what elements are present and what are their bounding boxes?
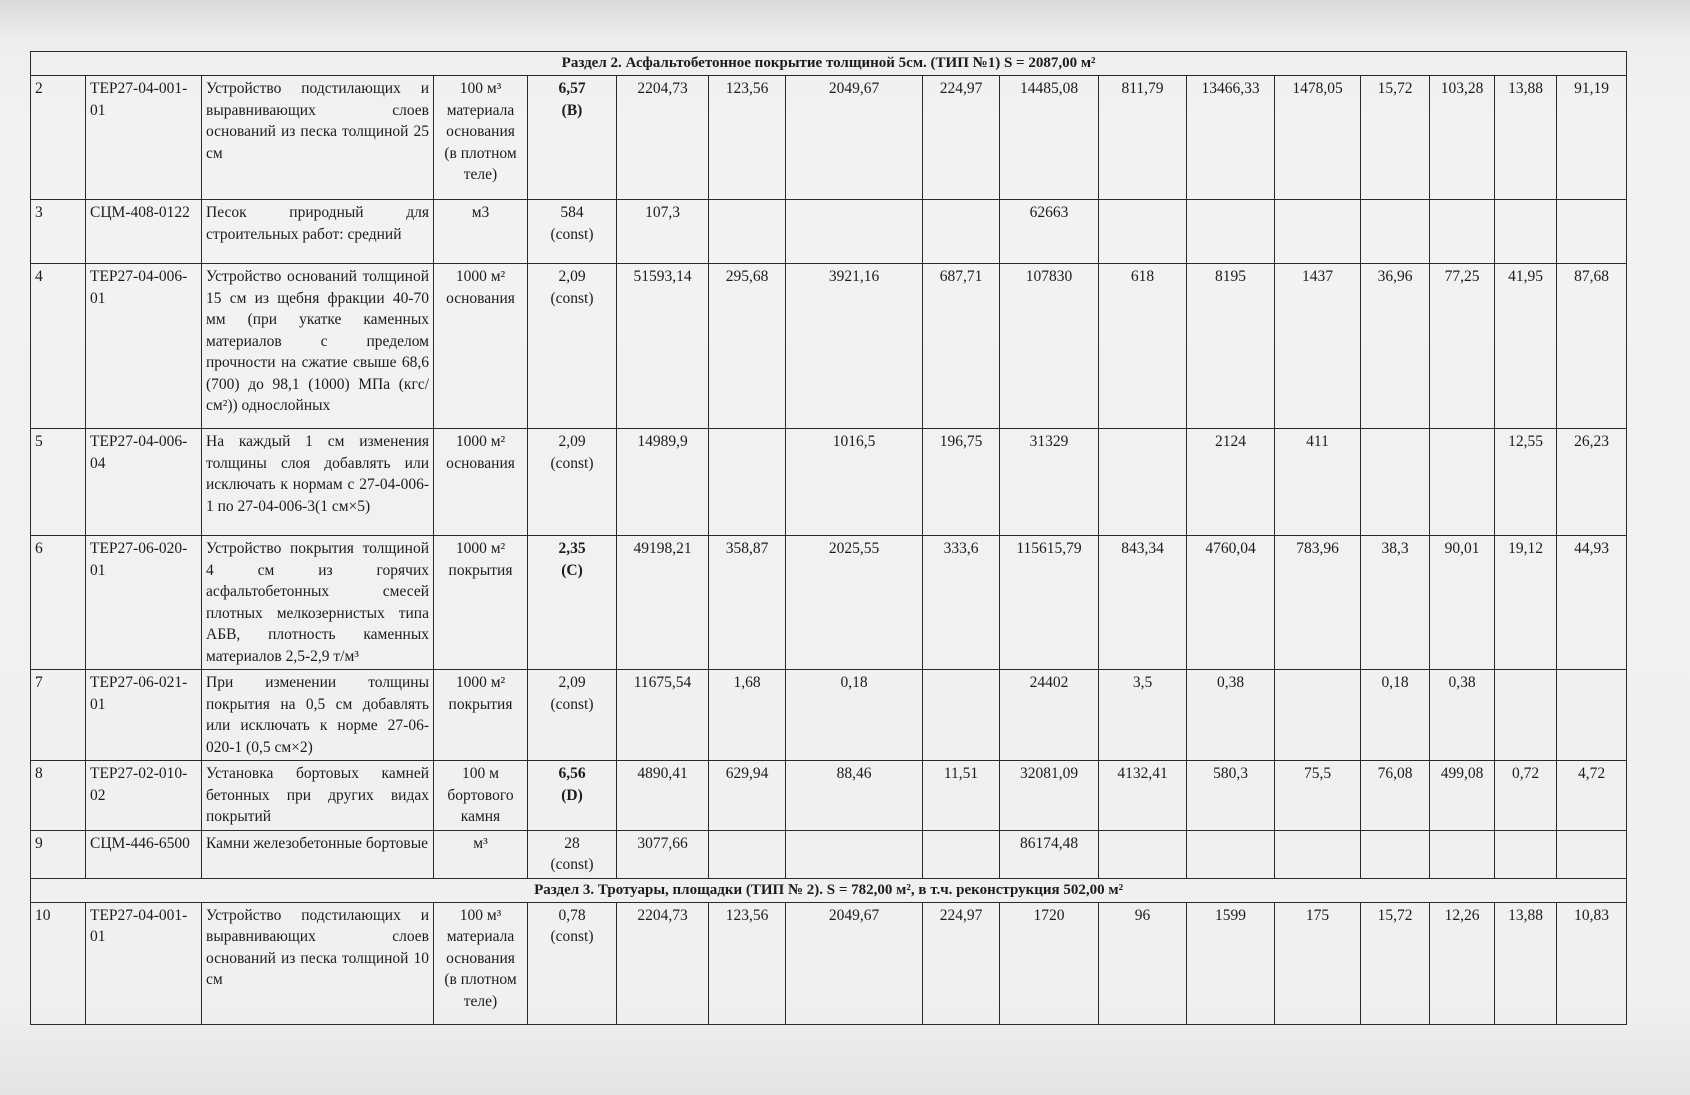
value-cell: 2204,73	[617, 902, 709, 1024]
value-cell	[923, 830, 1000, 878]
value-cell: 41,95	[1495, 264, 1557, 429]
value-cell: 123,56	[709, 902, 786, 1024]
rate-code: ТЕР27-06-020-01	[86, 536, 202, 670]
value-cell: 1599	[1187, 902, 1275, 1024]
rate-code: ТЕР27-04-001-01	[86, 902, 202, 1024]
value-cell	[923, 670, 1000, 761]
work-description: Устройство оснований толщиной 15 см из щебня фракции 40-70 мм (при укатке каменных материалов с пределом прочности на сжатие свыше 68,6 (700) до 98,1 (1000) МПа (кгс/см²)) однослойных	[202, 264, 434, 429]
quantity-value: 2,35	[558, 540, 586, 557]
value-cell: 44,93	[1557, 536, 1627, 670]
rate-code: ТЕР27-06-021-01	[86, 670, 202, 761]
value-cell: 76,08	[1361, 761, 1430, 831]
value-cell: 224,97	[923, 902, 1000, 1024]
value-cell	[709, 200, 786, 264]
section-title: Раздел 2. Асфальтобетонное покрытие толщиной 5см. (ТИП №1) S = 2087,00 м²	[31, 52, 1627, 76]
quantity-cell	[528, 429, 617, 536]
value-cell: 86174,48	[1000, 830, 1099, 878]
rate-code: ТЕР27-04-006-04	[86, 429, 202, 536]
value-cell: 107830	[1000, 264, 1099, 429]
quantity-note: (const)	[550, 454, 594, 472]
quantity-value: 6,57	[558, 80, 586, 97]
value-cell	[1275, 830, 1361, 878]
value-cell: 2049,67	[786, 76, 923, 200]
table-row	[31, 429, 1627, 536]
value-cell: 4132,41	[1099, 761, 1187, 831]
value-cell: 1720	[1000, 902, 1099, 1024]
value-cell: 32081,09	[1000, 761, 1099, 831]
value-cell: 24402	[1000, 670, 1099, 761]
value-cell	[1275, 670, 1361, 761]
value-cell	[1187, 200, 1275, 264]
work-description: Устройство покрытия толщиной 4 см из горячих асфальтобетонных смесей плотных мелкозернистых типа АБВ, плотность каменных материалов 2,5-2,9 т/м³	[202, 536, 434, 670]
quantity-value: 2,09	[558, 674, 586, 691]
value-cell: 4,72	[1557, 761, 1627, 831]
value-cell: 19,12	[1495, 536, 1557, 670]
value-cell: 103,28	[1430, 76, 1495, 200]
value-cell: 10,83	[1557, 902, 1627, 1024]
value-cell: 38,3	[1361, 536, 1430, 670]
value-cell	[709, 429, 786, 536]
value-cell: 2204,73	[617, 76, 709, 200]
quantity-note: (const)	[550, 695, 594, 713]
value-cell: 31329	[1000, 429, 1099, 536]
quantity-cell	[528, 200, 617, 264]
value-cell: 36,96	[1361, 264, 1430, 429]
value-cell	[1495, 200, 1557, 264]
table-row	[31, 536, 1627, 670]
value-cell	[1430, 429, 1495, 536]
value-cell: 123,56	[709, 76, 786, 200]
value-cell: 11,51	[923, 761, 1000, 831]
value-cell: 1478,05	[1275, 76, 1361, 200]
quantity-cell	[528, 264, 617, 429]
value-cell: 15,72	[1361, 76, 1430, 200]
value-cell	[1361, 830, 1430, 878]
value-cell: 1016,5	[786, 429, 923, 536]
quantity-cell	[528, 902, 617, 1024]
quantity-note: (const)	[550, 856, 594, 873]
quantity-note: (const)	[550, 289, 594, 307]
value-cell	[1099, 200, 1187, 264]
work-description: Камни железобетонные бортовые	[202, 830, 434, 878]
value-cell	[1361, 429, 1430, 536]
value-cell	[1557, 670, 1627, 761]
value-cell: 687,71	[923, 264, 1000, 429]
row-number: 6	[31, 536, 86, 670]
quantity-note: (B)	[561, 101, 583, 119]
quantity-cell	[528, 536, 617, 670]
rate-code: ТЕР27-02-010-02	[86, 761, 202, 831]
value-cell	[1557, 830, 1627, 878]
unit-of-measure: м³	[434, 830, 528, 878]
value-cell: 91,19	[1557, 76, 1627, 200]
row-number: 9	[31, 830, 86, 878]
quantity-value: 2,09	[558, 433, 586, 450]
table-row	[31, 670, 1627, 761]
quantity-value: 584	[560, 204, 584, 221]
value-cell: 107,3	[617, 200, 709, 264]
value-cell: 843,34	[1099, 536, 1187, 670]
value-cell	[786, 200, 923, 264]
quantity-cell	[528, 670, 617, 761]
value-cell: 783,96	[1275, 536, 1361, 670]
unit-of-measure: м3	[434, 200, 528, 264]
value-cell: 1,68	[709, 670, 786, 761]
unit-of-measure: 100 м³ материала основания (в плотном теле)	[434, 76, 528, 200]
quantity-note: (C)	[561, 561, 583, 579]
unit-of-measure: 100 м бортового камня	[434, 761, 528, 831]
value-cell: 196,75	[923, 429, 1000, 536]
value-cell: 12,55	[1495, 429, 1557, 536]
table-row	[31, 830, 1627, 878]
quantity-value: 6,56	[558, 765, 586, 782]
value-cell: 51593,14	[617, 264, 709, 429]
value-cell: 0,72	[1495, 761, 1557, 831]
value-cell: 175	[1275, 902, 1361, 1024]
value-cell: 12,26	[1430, 902, 1495, 1024]
value-cell: 358,87	[709, 536, 786, 670]
unit-of-measure: 1000 м² основания	[434, 429, 528, 536]
work-description: На каждый 1 см изменения толщины слоя добавлять или исключать к нормам с 27-04-006-1 по 27-04-006-3(1 см×5)	[202, 429, 434, 536]
value-cell	[1187, 830, 1275, 878]
quantity-cell	[528, 761, 617, 831]
value-cell	[1495, 670, 1557, 761]
work-description: Песок природный для строительных работ: средний	[202, 200, 434, 264]
value-cell: 0,38	[1430, 670, 1495, 761]
value-cell: 49198,21	[617, 536, 709, 670]
value-cell: 0,18	[786, 670, 923, 761]
value-cell: 14989,9	[617, 429, 709, 536]
row-number: 8	[31, 761, 86, 831]
value-cell: 0,38	[1187, 670, 1275, 761]
section-header-row	[31, 878, 1627, 902]
value-cell: 13466,33	[1187, 76, 1275, 200]
value-cell: 3921,16	[786, 264, 923, 429]
value-cell: 295,68	[709, 264, 786, 429]
table-row	[31, 761, 1627, 831]
row-number: 4	[31, 264, 86, 429]
value-cell: 77,25	[1430, 264, 1495, 429]
value-cell: 62663	[1000, 200, 1099, 264]
row-number: 7	[31, 670, 86, 761]
value-cell	[709, 830, 786, 878]
value-cell: 2124	[1187, 429, 1275, 536]
value-cell: 14485,08	[1000, 76, 1099, 200]
quantity-note: (D)	[561, 786, 583, 804]
value-cell: 224,97	[923, 76, 1000, 200]
value-cell: 3,5	[1099, 670, 1187, 761]
work-description: При изменении толщины покрытия на 0,5 см добавлять или исключать к норме 27-06-020-1 (0,5 см×2)	[202, 670, 434, 761]
unit-of-measure: 100 м³ материала основания (в плотном теле)	[434, 902, 528, 1024]
value-cell: 618	[1099, 264, 1187, 429]
value-cell: 13,88	[1495, 76, 1557, 200]
value-cell: 88,46	[786, 761, 923, 831]
value-cell: 811,79	[1099, 76, 1187, 200]
value-cell: 499,08	[1430, 761, 1495, 831]
value-cell	[1430, 830, 1495, 878]
value-cell	[1430, 200, 1495, 264]
quantity-note: (const)	[550, 928, 594, 945]
value-cell: 3077,66	[617, 830, 709, 878]
value-cell: 75,5	[1275, 761, 1361, 831]
value-cell: 87,68	[1557, 264, 1627, 429]
value-cell: 2049,67	[786, 902, 923, 1024]
quantity-cell	[528, 76, 617, 200]
value-cell	[786, 830, 923, 878]
row-number: 2	[31, 76, 86, 200]
value-cell: 629,94	[709, 761, 786, 831]
value-cell	[1275, 200, 1361, 264]
unit-of-measure: 1000 м² покрытия	[434, 536, 528, 670]
value-cell: 8195	[1187, 264, 1275, 429]
value-cell: 90,01	[1430, 536, 1495, 670]
work-description: Устройство подстилающих и выравнивающих слоев оснований из песка толщиной 10 см	[202, 902, 434, 1024]
table-row	[31, 264, 1627, 429]
value-cell: 2025,55	[786, 536, 923, 670]
rate-code: ТЕР27-04-001-01	[86, 76, 202, 200]
value-cell: 580,3	[1187, 761, 1275, 831]
value-cell: 4890,41	[617, 761, 709, 831]
value-cell	[1099, 429, 1187, 536]
quantity-value: 28	[564, 834, 580, 852]
quantity-cell	[528, 830, 617, 878]
table-row	[31, 902, 1627, 1024]
value-cell: 333,6	[923, 536, 1000, 670]
value-cell	[1361, 200, 1430, 264]
work-description: Устройство подстилающих и выравнивающих слоев оснований из песка толщиной 25 см	[202, 76, 434, 200]
row-number: 10	[31, 902, 86, 1024]
value-cell: 1437	[1275, 264, 1361, 429]
unit-of-measure: 1000 м² основания	[434, 264, 528, 429]
value-cell	[923, 200, 1000, 264]
quantity-value: 0,78	[558, 906, 586, 924]
value-cell: 11675,54	[617, 670, 709, 761]
quantity-note: (const)	[550, 225, 594, 243]
value-cell	[1557, 200, 1627, 264]
quantity-value: 2,09	[558, 268, 586, 285]
row-number: 5	[31, 429, 86, 536]
value-cell: 96	[1099, 902, 1187, 1024]
table-row	[31, 76, 1627, 200]
row-number: 3	[31, 200, 86, 264]
table-row	[31, 200, 1627, 264]
section-title: Раздел 3. Тротуары, площадки (ТИП № 2). S = 782,00 м², в т.ч. реконструкция 502,00 м²	[31, 878, 1627, 902]
section-header-row	[31, 52, 1627, 76]
value-cell: 15,72	[1361, 902, 1430, 1024]
unit-of-measure: 1000 м² покрытия	[434, 670, 528, 761]
value-cell: 4760,04	[1187, 536, 1275, 670]
rate-code: СЦМ-446-6500	[86, 830, 202, 878]
value-cell	[1495, 830, 1557, 878]
rate-code: СЦМ-408-0122	[86, 200, 202, 264]
value-cell: 0,18	[1361, 670, 1430, 761]
estimate-table	[30, 51, 1627, 1025]
value-cell: 411	[1275, 429, 1361, 536]
work-description: Установка бортовых камней бетонных при других видах покрытий	[202, 761, 434, 831]
value-cell: 115615,79	[1000, 536, 1099, 670]
value-cell: 26,23	[1557, 429, 1627, 536]
rate-code: ТЕР27-04-006-01	[86, 264, 202, 429]
value-cell: 13,88	[1495, 902, 1557, 1024]
value-cell	[1099, 830, 1187, 878]
